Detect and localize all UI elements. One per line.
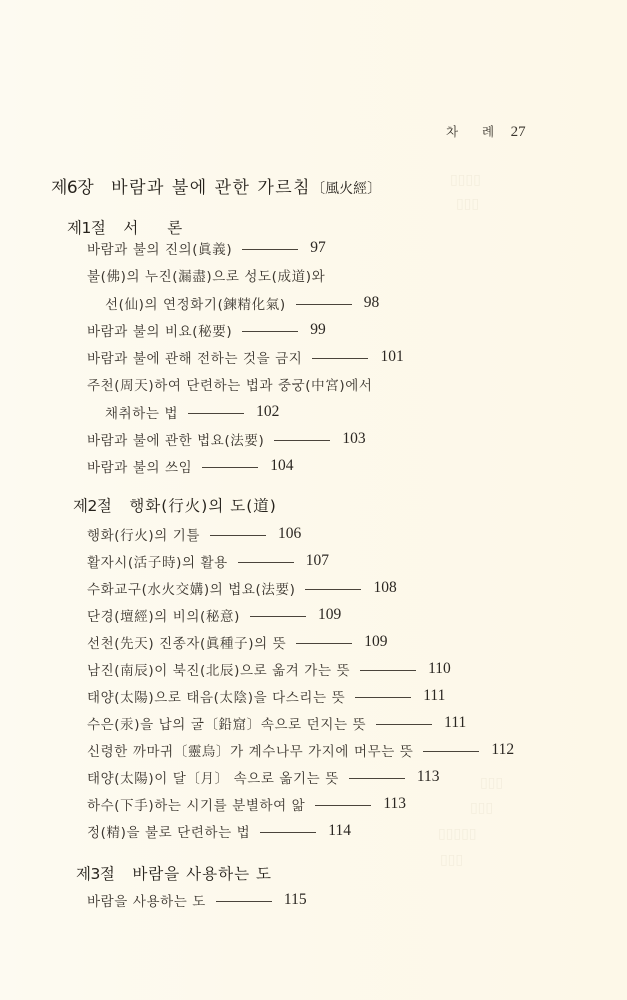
running-head [446, 122, 526, 141]
toc-entry[interactable] [87, 740, 514, 760]
dot-leader [312, 358, 368, 359]
toc-entry-page: 104 [270, 457, 294, 474]
toc-entry-title: 바람과 불의 비요(秘要) [87, 324, 233, 340]
section-heading [67, 216, 194, 238]
toc-entry-page: 98 [363, 294, 380, 311]
section-title: 서 론 [123, 219, 195, 237]
toc-entry[interactable] [87, 238, 326, 258]
running-head-label: 차 례 [446, 124, 505, 139]
chapter-hanja: 〔風火經〕 [311, 181, 382, 197]
toc-entry[interactable] [87, 713, 466, 733]
chapter-heading [51, 173, 381, 198]
toc-entry-title: 바람과 불에 관한 법요(法要) [87, 433, 265, 449]
toc-entry-page: 111 [423, 687, 446, 704]
toc-entry-page: 115 [283, 891, 307, 908]
toc-entry[interactable] [87, 456, 294, 476]
toc-entry-title: 불(佛)의 누진(漏盡)으로 성도(成道)와 [87, 269, 326, 285]
toc-entry-page: 112 [491, 741, 515, 758]
dot-leader [423, 751, 479, 752]
dot-leader [216, 901, 272, 902]
toc-entry-page: 113 [416, 768, 440, 785]
toc-entry-title: 활자시(活子時)의 활용 [87, 555, 228, 571]
dot-leader [296, 304, 352, 305]
toc-entry-page: 114 [328, 822, 351, 839]
toc-entry-continuation[interactable] [105, 402, 279, 422]
section-heading [76, 862, 272, 884]
toc-entry[interactable] [87, 374, 373, 394]
toc-entry[interactable] [87, 686, 445, 706]
toc-entry-page: 109 [317, 606, 342, 623]
toc-entry-continuation[interactable] [105, 293, 379, 313]
toc-entry[interactable] [87, 578, 397, 598]
toc-entry-page: 106 [278, 525, 302, 542]
toc-entry-title: 바람과 불에 관해 전하는 것을 금지 [87, 351, 303, 367]
dot-leader [360, 670, 416, 671]
toc-entry-title: 바람과 불의 쓰임 [87, 460, 193, 476]
chapter-number: 제6장 [51, 178, 94, 198]
toc-entry-title: 신령한 까마귀〔靈烏〕가 계수나무 가지에 머무는 뜻 [87, 744, 414, 760]
toc-entry-title: 주천(周天)하여 단련하는 법과 중궁(中宮)에서 [87, 378, 373, 394]
toc-entry-title: 태양(太陽)이 달〔月〕 속으로 옮기는 뜻 [87, 771, 339, 787]
dot-leader [202, 467, 258, 468]
dot-leader [296, 643, 352, 644]
toc-entry-title: 수은(汞)을 납의 굴〔鉛窟〕속으로 던지는 뜻 [87, 717, 367, 733]
show-through-mark: ▯▯▯▯▯ [438, 826, 477, 842]
dot-leader [349, 778, 405, 779]
toc-entry-page: 107 [305, 552, 330, 569]
toc-entry-page: 102 [256, 403, 280, 420]
dot-leader [242, 331, 298, 332]
dot-leader [305, 589, 361, 590]
dot-leader [274, 440, 330, 441]
toc-entry-page: 113 [383, 795, 406, 812]
dot-leader [250, 616, 306, 617]
toc-entry[interactable] [87, 429, 366, 449]
toc-entry-page: 97 [310, 239, 326, 256]
dot-leader [260, 832, 316, 833]
dot-leader [376, 724, 432, 725]
toc-entry-title: 선천(先天) 진종자(眞種子)의 뜻 [87, 636, 287, 652]
dot-leader [355, 697, 411, 698]
dot-leader [188, 413, 244, 414]
toc-entry-title: 정(精)을 불로 단련하는 법 [87, 825, 251, 841]
section-number: 제2절 [73, 497, 112, 515]
toc-entry-page: 111 [444, 714, 467, 731]
section-number: 제1절 [67, 219, 106, 237]
toc-entry-title: 남진(南辰)이 북진(北辰)으로 옮겨 가는 뜻 [87, 663, 351, 679]
toc-entry-title: 바람과 불의 진의(眞義) [87, 242, 233, 258]
toc-entry[interactable] [87, 767, 440, 787]
toc-entry[interactable] [87, 821, 351, 841]
toc-entry[interactable] [87, 659, 451, 679]
toc-entry[interactable] [87, 890, 307, 910]
toc-entry[interactable] [87, 320, 326, 340]
toc-entry-title: 선(仙)의 연정화기(鍊精化氣) [105, 297, 286, 313]
toc-entry-page: 110 [428, 660, 451, 677]
section-number: 제3절 [76, 865, 115, 883]
toc-entry-title: 바람을 사용하는 도 [87, 894, 206, 910]
chapter-title: 바람과 불에 관한 가르침 [111, 178, 312, 198]
dot-leader [210, 535, 266, 536]
show-through-mark: ▯▯▯▯ [450, 172, 481, 188]
toc-entry-page: 99 [310, 321, 326, 338]
toc-entry-title: 태양(太陽)으로 태음(太陰)을 다스리는 뜻 [87, 690, 346, 706]
toc-entry[interactable] [87, 524, 301, 544]
dot-leader [238, 562, 294, 563]
toc-entry-title: 하수(下手)하는 시기를 분별하여 앎 [87, 798, 306, 814]
toc-entry[interactable] [87, 794, 406, 814]
toc-entry[interactable] [87, 632, 388, 652]
page-number: 27 [510, 124, 526, 140]
section-heading [73, 494, 277, 516]
show-through-mark: ▯▯▯ [470, 800, 494, 816]
show-through-mark: ▯▯▯ [440, 852, 464, 868]
toc-entry-page: 103 [342, 430, 366, 447]
section-title: 행화(行火)의 도(道) [129, 497, 277, 515]
toc-entry-title: 채취하는 법 [105, 406, 179, 422]
show-through-mark: ▯▯▯ [480, 775, 504, 791]
toc-entry-page: 109 [364, 633, 388, 650]
section-title: 바람을 사용하는 도 [132, 865, 272, 883]
toc-entry[interactable] [87, 347, 404, 367]
toc-entry[interactable] [87, 605, 341, 625]
toc-entry-page: 108 [373, 579, 397, 596]
dot-leader [242, 249, 298, 250]
toc-entry-title: 수화교구(水火交媾)의 법요(法要) [87, 582, 296, 598]
dot-leader [315, 805, 371, 806]
toc-entry[interactable] [87, 265, 325, 285]
toc-entry-title: 단경(壇經)의 비의(秘意) [87, 609, 240, 625]
toc-entry-title: 행화(行火)의 기틀 [87, 528, 201, 544]
show-through-mark: ▯▯▯ [456, 196, 480, 212]
toc-entry-page: 101 [380, 348, 404, 365]
toc-entry[interactable] [87, 551, 329, 571]
